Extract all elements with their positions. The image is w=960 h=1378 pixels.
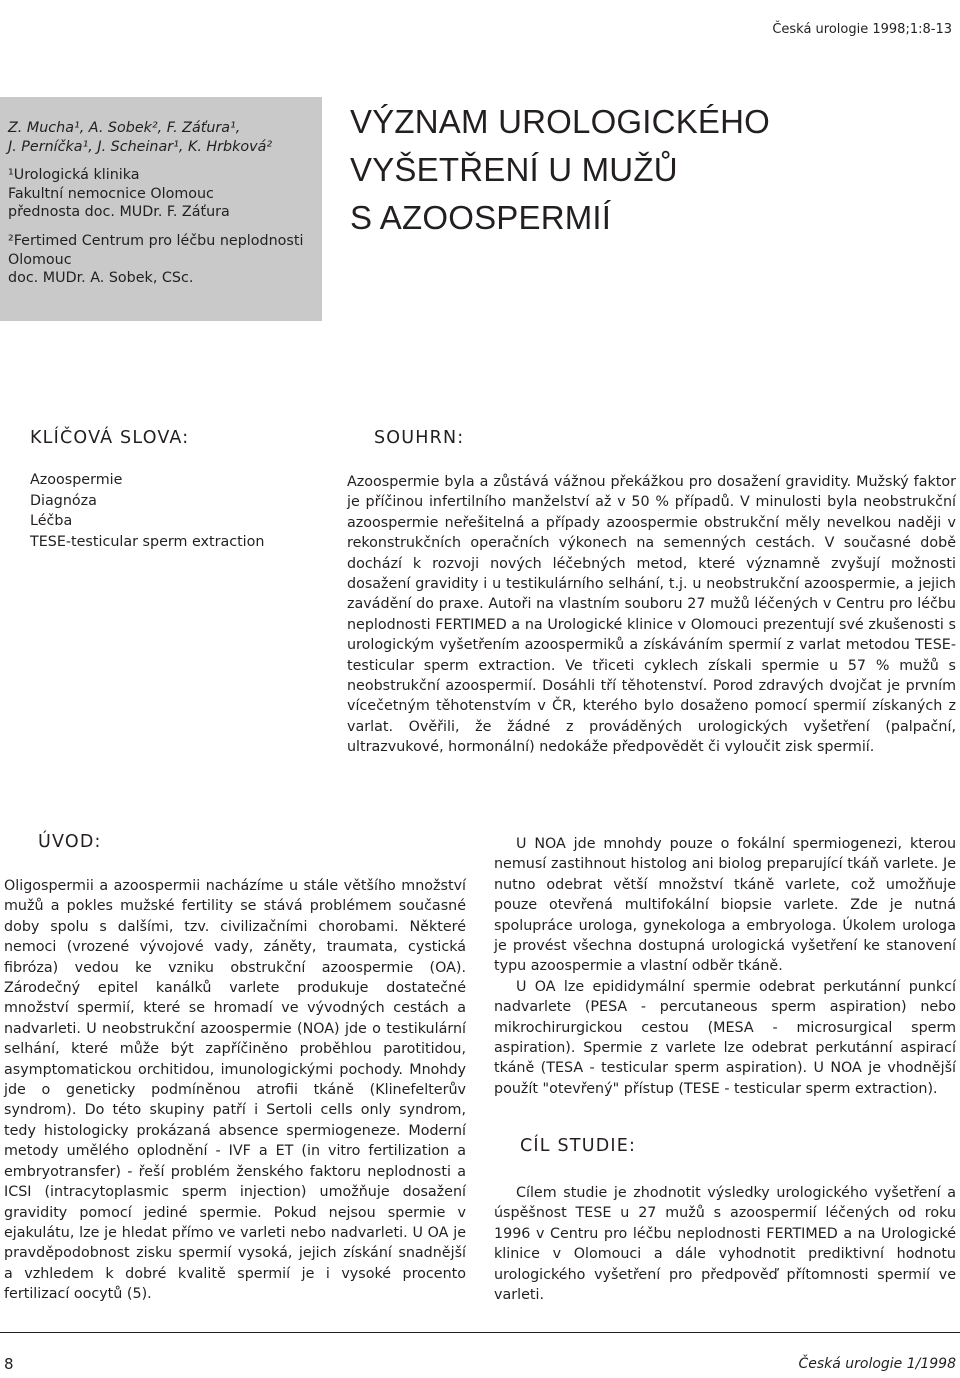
title-line-1: VÝZNAM UROLOGICKÉHO	[350, 103, 771, 140]
aim-text: Cílem studie je zhodnotit výsledky urologického vyšetření a úspěšnost TESE u 27 mužů s azoospermií léčených od roku 1996 v Centru pro léčbu neplodnosti FERTIMED a na Urologické klinice v Olomouci a dále vyhodnotit prediktivní hodnotu urologického vyšetření pro předpověď přítomnosti spermií ve varleti.	[494, 1185, 956, 1304]
affiliation-2-line-2: Olomouc	[8, 251, 72, 268]
affiliation-1-line-3: přednosta doc. MUDr. F. Záťura	[8, 204, 230, 221]
author-affiliation-box	[0, 97, 322, 321]
affiliation-1	[8, 166, 314, 222]
summary-text: Azoospermie byla a zůstává vážnou překážkou pro dosažení gravidity. Mužský faktor je příčinou infertilního manželství až v 50 % případů. V minulosti byla neobstrukční azoospermie neřešitelná a případy azoospermie obstrukční měly nevelkou naději v rekonstrukčních operačních výkonech na semenných cestách. V současné době dochází k rozvoji nových léčebných metod, které významně zvyšují možnosti dosažení gravidity i u testikulárního selhání, t.j. u neobstrukční azoospermie, a jejich zavádění do praxe. Autoři na vlastním souboru 27 mužů léčených v Centru pro léčbu neplodnosti FERTIMED a na Urologické klinice v Olomouci prezentují své zkušenosti s urologickým vyšetřením azoospermiků a získáváním spermií z varlat metodou TESE-testicular sperm extraction. Ve třiceti cyklech získali spermie u 57 % mužů s neobstrukční azoospermií. Dosáhli tří těhotenství. Porod zdravých dvojčat je prvním vícečetným těhotenstvím v ČR, kterého bylo dosaženo pomocí spermií získaných z varlat. Ověřili, že žádné z prováděných urologických vyšetření (palpační, ultrazvukové, hormonální) nedokáže předpovědět či vyloučit zisk spermií.	[347, 474, 956, 756]
title-line-3: S AZOOSPERMIÍ	[350, 199, 612, 236]
keyword-item: TESE-testicular sperm extraction	[30, 533, 265, 550]
keyword-item: Diagnóza	[30, 492, 97, 509]
affiliation-1-line-2: Fakultní nemocnice Olomouc	[8, 185, 214, 202]
journal-reference: Česká urologie 1998;1:8-13	[772, 22, 952, 37]
intro-heading: ÚVOD:	[38, 832, 102, 852]
keyword-item: Léčba	[30, 513, 73, 529]
author-line-1: Z. Mucha¹, A. Sobek², F. Záťura¹,	[8, 120, 241, 136]
title-line-2: VYŠETŘENÍ U MUŽŮ	[350, 151, 678, 188]
keywords-heading: KLÍČOVÁ SLOVA:	[30, 428, 190, 448]
right-paragraph-2: U OA lze epididymální spermie odebrat perkutánní punkcí nadvarlete (PESA - percutaneous sperm aspiration) nebo mikrochirurgickou cestou (MESA - microsurgical sperm aspiration). Spermie z varlete lze odebrat perkutánní aspirací tkáně (TESA - testicular sperm aspiration). U NOA je vhodnější použít "otevřený" přístup (TESE - testicular sperm extraction).	[494, 978, 956, 1097]
aim-heading: CÍL STUDIE:	[520, 1136, 637, 1156]
right-paragraph-1: U NOA jde mnohdy pouze o fokální spermiogenezi, kterou nemusí zastihnout histolog ani biolog preparující tkáň varlete. Je nutno odebrat větší množství tkáně varlete, což umožňuje pouze otevřená multifokální biopsie varlete. Zde je nutná spolupráce urologa, gynekologa a embryologa. Úkolem urologa je provést všechna dostupná urologická vyšetření ke stanovení typu azoospermie a vlastní odběr tkáně.	[494, 836, 956, 975]
keyword-item: Azoospermie	[30, 472, 123, 488]
footer-divider	[0, 1332, 960, 1333]
affiliation-2-line-3: doc. MUDr. A. Sobek, CSc.	[8, 270, 194, 287]
affiliation-2	[8, 232, 314, 288]
keywords-list	[30, 470, 264, 552]
author-line-2: J. Perníčka¹, J. Scheinar¹, K. Hrbková²	[8, 138, 273, 155]
author-list	[8, 119, 314, 156]
page-number: 8	[4, 1355, 14, 1373]
summary-heading: SOUHRN:	[374, 428, 465, 448]
footer-journal: Česká urologie 1/1998	[798, 1356, 956, 1372]
right-column	[494, 834, 956, 1099]
affiliation-1-line-1: ¹Urologická klinika	[8, 167, 140, 184]
article-title	[350, 98, 950, 242]
intro-text: Oligospermii a azoospermii nacházíme u stále většího množství mužů a pokles mužské fertility se stává problémem současné doby spolu s dalšími, tzv. civilizačními chorobami. Některé nemoci (vrozené vývojové vady, záněty, traumata, cystická fibróza) vedou ke vzniku obstrukční azoospermie (OA). Zárodečný epitel kanálků varlete produkuje dostatečné množství spermií, které se hromadí ve vývodných cestách a nadvarleti. U neobstrukční azoospermie (NOA) jde o testikulární selhání, které může být zapříčiněno proběhlou parotitidou, asymptomatickou orchitidou, imunologickými pochody. Mnohdy jde o geneticky podmíněnou atrofii tkáně (Klinefelterův syndrom). Do této skupiny patří i Sertoli cells only syndrom, tedy histologicky prokázaná absence spermiogeneze. Moderní metody umělého oplodnění - IVF a ET (in vitro fertilization a embryotransfer) - řeší problém ženského faktoru neplodnosti a ICSI (intracytoplasmic sperm injection) umožňuje dosažení gravidity pomocí jediné spermie. Pokud nejsou spermie v ejakulátu, lze je hledat přímo ve varleti nebo nadvarleti. U OA je pravděpodobnost zisku spermií vysoká, jejich získání snadnější a vzhledem k dobré kvalitě spermií je i vysoké procento fertilizací oocytů (5).	[4, 878, 466, 1303]
affiliation-2-line-1: ²Fertimed Centrum pro léčbu neplodnosti	[8, 232, 304, 249]
